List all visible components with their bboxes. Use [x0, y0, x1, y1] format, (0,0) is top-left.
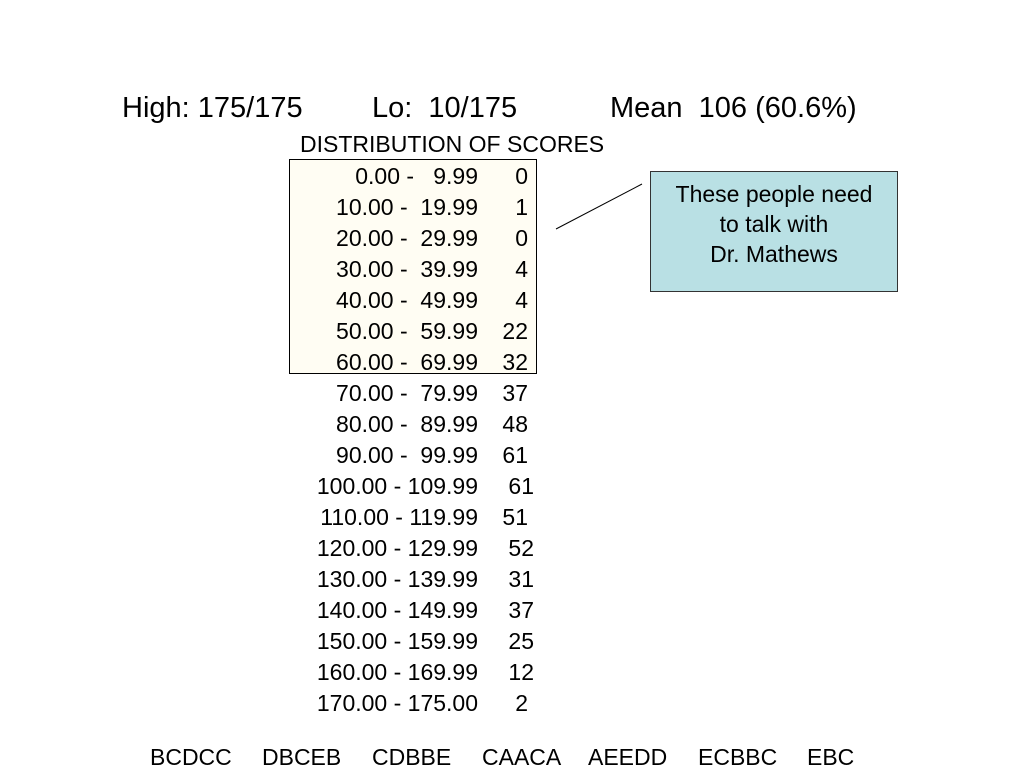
distribution-title: DISTRIBUTION OF SCORES [300, 131, 605, 157]
distribution-row [0, 502, 1024, 533]
distribution-row [0, 440, 1024, 471]
distribution-row [0, 688, 1024, 719]
score-count: 61 [508, 473, 534, 499]
score-range: 170.00 - 175.00 [316, 690, 478, 716]
score-range: 0.00 - 9.99 [355, 163, 478, 189]
callout-line-2: to talk with [719, 211, 829, 237]
distribution-row [0, 533, 1024, 564]
score-range: 30.00 - 39.99 [336, 256, 478, 282]
score-count: 0 [515, 225, 528, 251]
answer-group: EBC [807, 744, 855, 770]
distribution-row [0, 471, 1024, 502]
score-range: 120.00 - 129.99 [316, 535, 478, 561]
score-range: 140.00 - 149.99 [316, 597, 478, 623]
score-count: 22 [502, 318, 528, 344]
score-count: 1 [515, 194, 528, 220]
distribution-row [0, 347, 1024, 378]
score-count: 37 [502, 380, 528, 406]
low-score: Lo: 10/175 [372, 92, 518, 124]
answer-group: CDBBE [372, 744, 452, 770]
callout-line-3: Dr. Mathews [710, 241, 838, 267]
score-count: 12 [508, 659, 534, 685]
score-range: 50.00 - 59.99 [336, 318, 478, 344]
score-range: 150.00 - 159.99 [316, 628, 478, 654]
callout-line-1: These people need [675, 181, 873, 207]
score-range: 110.00 - 119.99 [320, 504, 478, 530]
score-range: 20.00 - 29.99 [336, 225, 478, 251]
score-count: 61 [502, 442, 528, 468]
score-count: 48 [502, 411, 528, 437]
score-range: 40.00 - 49.99 [336, 287, 478, 313]
score-count: 51 [502, 504, 528, 530]
score-count: 31 [508, 566, 534, 592]
mean-score: Mean 106 (60.6%) [610, 92, 857, 124]
score-summary [0, 88, 1024, 128]
answer-group: BCDCC [150, 744, 232, 770]
score-count: 2 [515, 690, 528, 716]
score-count: 4 [515, 256, 528, 282]
distribution-row [0, 409, 1024, 440]
distribution-row [0, 564, 1024, 595]
distribution-row [0, 595, 1024, 626]
distribution-row [0, 378, 1024, 409]
answer-group: CAACA [482, 744, 562, 770]
distribution-row [0, 657, 1024, 688]
score-count: 52 [508, 535, 534, 561]
score-range: 160.00 - 169.99 [316, 659, 478, 685]
score-range: 100.00 - 109.99 [316, 473, 478, 499]
score-range: 60.00 - 69.99 [336, 349, 478, 375]
answer-group: ECBBC [698, 744, 778, 770]
score-count: 0 [515, 163, 528, 189]
score-range: 10.00 - 19.99 [336, 194, 478, 220]
score-range: 80.00 - 89.99 [336, 411, 478, 437]
distribution-row [0, 316, 1024, 347]
score-count: 4 [515, 287, 528, 313]
distribution-row [0, 626, 1024, 657]
score-range: 90.00 - 99.99 [336, 442, 478, 468]
score-range: 130.00 - 139.99 [316, 566, 478, 592]
answer-group: AEEDD [588, 744, 668, 770]
score-count: 25 [508, 628, 534, 654]
score-range: 70.00 - 79.99 [336, 380, 478, 406]
callout-note [650, 171, 898, 292]
high-score: High: 175/175 [122, 92, 303, 124]
score-count: 37 [508, 597, 534, 623]
score-count: 32 [502, 349, 528, 375]
answer-group: DBCEB [262, 744, 342, 770]
